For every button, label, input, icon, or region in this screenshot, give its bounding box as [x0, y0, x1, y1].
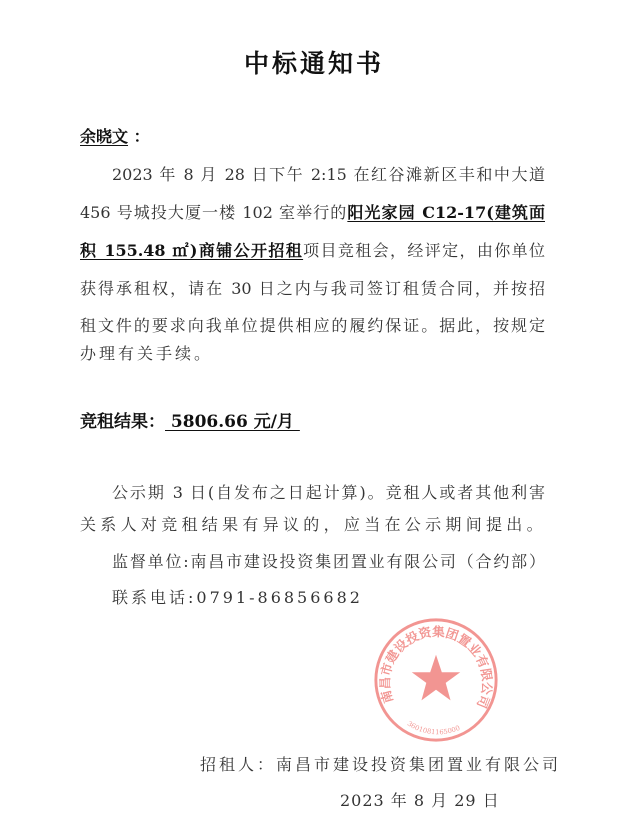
recipient-line	[80, 126, 545, 148]
para1-line2	[80, 202, 545, 224]
para1-line1: 2023 年 8 月 28 日下午 2:15 在红谷滩新区丰和中大道	[112, 165, 545, 184]
result-value: 5806.66 元/月	[165, 412, 300, 432]
para1-line4: 获得承租权，请在 30 日之内与我司签订租赁合同，并按招	[80, 279, 545, 298]
project-name-part1: 阳光家园 C12-17(建筑面	[347, 203, 545, 222]
seal-text: 南昌市建设投资集团置业有限公司	[377, 623, 495, 711]
recipient-name: 余晓文	[80, 127, 129, 146]
result-line	[80, 411, 545, 433]
para1-line3-text: 项目竞租会，经评定，由你单位	[303, 241, 545, 260]
phone-line: 联系电话:0791-86856682	[112, 588, 363, 607]
para1-line5: 租文件的要求向我单位提供相应的履约保证。据此，按规定	[80, 316, 545, 335]
para2-line1: 公示期 3 日(自发布之日起计算)。竞租人或者其他利害	[112, 483, 545, 502]
para1-line2-text: 456 号城投大厦一楼 102 室举行的	[80, 203, 348, 222]
result-label: 竞租结果：	[80, 412, 165, 432]
recipient-suffix: ：	[133, 127, 150, 146]
star-icon	[412, 655, 460, 701]
seal-number: 3601081165000	[405, 719, 462, 737]
para1-line3	[80, 240, 545, 262]
date-line: 2023 年 8 月 29 日	[340, 791, 500, 810]
page-title: 中标通知书	[243, 49, 384, 78]
company-seal	[372, 616, 500, 744]
project-name-part2: 积 155.48 ㎡)商铺公开招租	[80, 241, 304, 260]
para1-line6: 办理有关手续。	[80, 344, 214, 363]
lessor-line: 招租人：南昌市建设投资集团置业有限公司	[200, 755, 562, 774]
para2-line2: 关系人对竞租结果有异议的，应当在公示期间提出。	[80, 515, 547, 534]
supervisor-line: 监督单位:南昌市建设投资集团置业有限公司（合约部）	[112, 552, 545, 571]
